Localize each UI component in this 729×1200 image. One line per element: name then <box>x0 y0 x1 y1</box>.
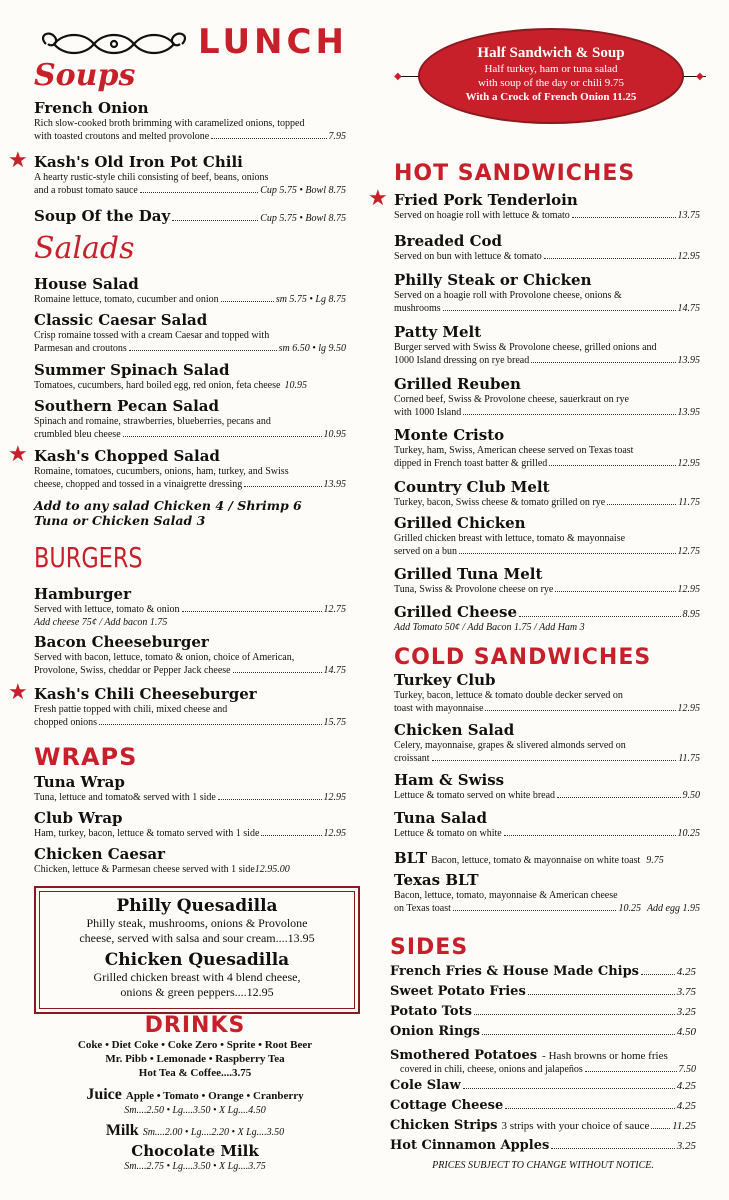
menu-item-grilled-cheese: Grilled Cheese 8.95 Add Tomato 50¢ / Add Bacon 1.75 / Add Ham 3 <box>394 603 700 633</box>
menu-item-ham-swiss: Ham & Swiss Lettuce & tomato served on white bread 9.50 <box>394 771 700 801</box>
sides-heading: SIDES <box>390 935 469 960</box>
drinks-list: Coke • Diet Coke • Coke Zero • Sprite • Root Beer Mr. Pibb • Lemonade • Raspberry Tea Hot Tea & Coffee....3.75 <box>77 1039 313 1079</box>
juice-sizes: Sm....2.50 • Lg....3.50 • X Lg....4.50 <box>124 1105 266 1116</box>
star-icon: ★ <box>8 680 28 705</box>
menu-item-house-salad: House Salad Romaine lettuce, tomato, cucumber and onion sm 5.75 • Lg 8.75 <box>34 275 346 305</box>
sides-list <box>390 962 696 1156</box>
juice-line: Juice Apple • Tomato • Orange • Cranberry <box>86 1086 304 1103</box>
promo-title: Half Sandwich & Soup <box>477 45 625 61</box>
menu-item-monte-cristo: Monte Cristo Turkey, ham, Swiss, American cheese served on Texas toast dipped in French toast batter & grilled 12.95 <box>394 426 700 469</box>
salads-heading: Salads <box>34 231 135 266</box>
hot-sandwiches-heading: HOT SANDWICHES <box>394 161 636 186</box>
wraps-heading: WRAPS <box>34 743 138 771</box>
list-item: Chicken Strips 3 strips with your choice of sauce 11.25 <box>390 1118 696 1133</box>
menu-item-grilled-chicken: Grilled Chicken Grilled chicken breast with lettuce, tomato & mayonnaise served on a bun 12.75 <box>394 514 700 557</box>
list-item: Cole Slaw 4.25 <box>390 1078 696 1093</box>
milk-line: Milk Sm....2.00 • Lg....2.20 • X Lg....3.50 <box>105 1122 285 1139</box>
menu-item-pork-tenderloin: Fried Pork Tenderloin Served on hoagie roll with lettuce & tomato 13.75 <box>394 191 700 221</box>
list-item: Potato Tots 3.25 <box>390 1004 696 1019</box>
list-item: French Fries & House Made Chips 4.25 <box>390 964 696 979</box>
menu-item-country-club-melt: Country Club Melt Turkey, bacon, Swiss cheese & tomato grilled on rye 11.75 <box>394 478 700 508</box>
menu-item-french-onion: French Onion Rich slow-cooked broth brimming with caramelized onions, topped with toasted croutons and melted provolone 7.95 <box>34 99 346 142</box>
menu-item-reuben: Grilled Reuben Corned beef, Swiss & Provolone cheese, sauerkraut on rye with 1000 Island 13.95 <box>394 375 700 418</box>
promo-banner: ◆ ◆ Half Sandwich & Soup Half turkey, ham or tuna salad with soup of the day or chili 9.75 With a Crock of French Onion 11.25 <box>396 28 706 124</box>
menu-item-tuna-wrap: Tuna Wrap Tuna, lettuce and tomato& served with 1 side 12.95 <box>34 773 346 803</box>
menu-item-caesar-salad: Classic Caesar Salad Crisp romaine tossed with a cream Caesar and topped with Parmesan and croutons sm 6.50 • lg 9.50 <box>34 311 346 354</box>
star-icon: ★ <box>8 442 28 467</box>
quesadilla-name: Chicken Quesadilla <box>104 950 290 970</box>
burgers-heading: BURGERS <box>34 541 143 574</box>
menu-item-chili-cheeseburger: Kash's Chili Cheeseburger Fresh pattie topped with chili, mixed cheese and chopped onions 15.75 <box>34 685 346 728</box>
chocolate-milk-sizes: Sm....2.75 • Lg....3.50 • X Lg....3.75 <box>124 1161 266 1172</box>
menu-item-bacon-cheeseburger: Bacon Cheeseburger Served with bacon, lettuce, tomato & onion, choice of American, Provolone, Swiss, cheddar or Pepper Jack cheese 14.75 <box>34 633 346 676</box>
menu-item-spinach-salad: Summer Spinach Salad Tomatoes, cucumbers, hard boiled egg, red onion, feta cheese 10.95 <box>34 361 307 391</box>
scroll-flourish-icon <box>34 26 194 62</box>
promo-line-2: with soup of the day or chili 9.75 <box>477 77 625 89</box>
list-item: Sweet Potato Fries 3.75 <box>390 984 696 999</box>
cold-sandwiches-heading: COLD SANDWICHES <box>394 645 652 670</box>
salad-addons: Add to any salad Chicken 4 / Shrimp 6 Tuna or Chicken Salad 3 <box>34 498 302 528</box>
list-item: Hot Cinnamon Apples 3.25 <box>390 1138 696 1153</box>
menu-item-philly-steak: Philly Steak or Chicken Served on a hoagie roll with Provolone cheese, onions & mushrooms 14.75 <box>394 271 700 314</box>
menu-item-tuna-melt: Grilled Tuna Melt Tuna, Swiss & Provolone cheese on rye 12.95 <box>394 565 700 595</box>
page-title: LUNCH <box>198 22 348 62</box>
menu-item-pecan-salad: Southern Pecan Salad Spinach and romaine, strawberries, blueberries, pecans and crumbled bleu cheese 10.95 <box>34 397 346 440</box>
menu-item-texas-blt: Texas BLT Bacon, lettuce, tomato, mayonnaise & American cheese on Texas toast 10.25 Add egg 1.95 <box>394 871 700 914</box>
list-item: Onion Rings 4.50 <box>390 1024 696 1039</box>
menu-item-chicken-caesar-wrap: Chicken Caesar Chicken, lettuce & Parmesan cheese served with 1 side 12.95.00 <box>34 845 290 875</box>
menu-item-soup-of-day: Soup Of the Day Cup 5.75 • Bowl 8.75 <box>34 207 346 225</box>
menu-item-chicken-salad: Chicken Salad Celery, mayonnaise, grapes & slivered almonds served on croissant 11.75 <box>394 721 700 764</box>
menu-item-patty-melt: Patty Melt Burger served with Swiss & Provolone cheese, grilled onions and 1000 Island dressing on rye bread 13.95 <box>394 323 700 366</box>
quesadilla-name: Philly Quesadilla <box>116 896 278 916</box>
menu-item-chopped-salad: Kash's Chopped Salad Romaine, tomatoes, cucumbers, onions, ham, turkey, and Swiss cheese, chopped and tossed in a vinaigrette dressing 13.95 <box>34 447 346 490</box>
promo-line-3: With a Crock of French Onion 11.25 <box>465 91 637 103</box>
promo-line-1: Half turkey, ham or tuna salad <box>484 63 618 75</box>
menu-item-breaded-cod: Breaded Cod Served on bun with lettuce & tomato 12.95 <box>394 232 700 262</box>
list-item: Cottage Cheese 4.25 <box>390 1098 696 1113</box>
star-icon: ★ <box>8 148 28 173</box>
list-item: Smothered Potatoes - Hash browns or home fries covered in chili, cheese, onions and jalapeños 7.50 <box>390 1048 696 1075</box>
menu-item-chili: Kash's Old Iron Pot Chili A hearty rustic-style chili consisting of beef, beans, onions and a robust tomato sauce Cup 5.75 • Bowl 8.75 <box>34 153 346 196</box>
menu-item-hamburger: Hamburger Served with lettuce, tomato & onion 12.75 Add cheese 75¢ / Add bacon 1.75 <box>34 585 346 628</box>
soups-heading: Soups <box>34 58 136 93</box>
quesadilla-box: Philly Quesadilla Philly steak, mushrooms, onions & Provolone cheese, served with salsa and sour cream....13.95 Chicken Quesadilla Grilled chicken breast with 4 blend cheese, onions & green peppers....12.95 <box>34 886 360 1014</box>
chocolate-milk-label: Chocolate Milk <box>131 1142 259 1160</box>
menu-item-tuna-salad: Tuna Salad Lettuce & tomato on white 10.25 <box>394 809 700 839</box>
menu-item-turkey-club: Turkey Club Turkey, bacon, lettuce & tomato double decker served on toast with mayonnaise 12.95 <box>394 671 700 714</box>
menu-item-club-wrap: Club Wrap Ham, turkey, bacon, lettuce & tomato served with 1 side 12.95 <box>34 809 346 839</box>
drinks-heading: DRINKS <box>144 1013 246 1038</box>
menu-item-blt: BLT Bacon, lettuce, tomato & mayonnaise on white toast 9.75 <box>394 849 664 867</box>
footer-note: PRICES SUBJECT TO CHANGE WITHOUT NOTICE. <box>432 1160 654 1171</box>
star-icon: ★ <box>368 186 388 211</box>
